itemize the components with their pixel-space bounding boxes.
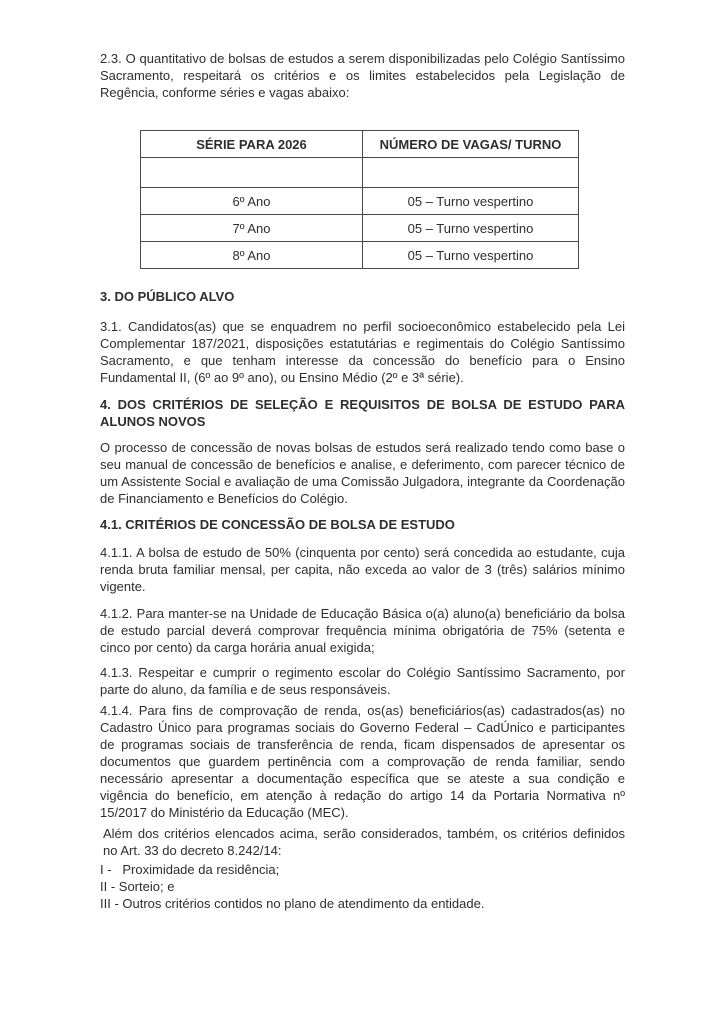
table-header-vagas: NÚMERO DE VAGAS/ TURNO (363, 131, 579, 158)
table-row (141, 158, 579, 188)
paragraph-criterios-extra: Além dos critérios elencados acima, serão considerados, também, os critérios definidos no Art. 33 do decreto 8.242/14: (103, 826, 625, 858)
paragraph-2-3: 2.3. O quantitativo de bolsas de estudos a serem disponibilizadas pelo Colégio Santíssimo Sacramento, respeitará os critérios e os limites estabelecidos pela Legislação de Regência, conforme séries e vagas abaixo: (100, 51, 625, 100)
table-header-row (141, 131, 579, 158)
paragraph-3-1: 3.1. Candidatos(as) que se enquadrem no perfil socioeconômico estabelecido pela Lei Complementar 187/2021, disposições estatutárias e regimentais do Colégio Santíssimo Sacramento, e que tenham interesse da concessão do benefício para o Ensino Fundamental II, (6º ao 9º ano), ou Ensino Médio (2º e 3ª série). (100, 319, 625, 385)
paragraph-4-intro: O processo de concessão de novas bolsas de estudos será realizado tendo como base o seu manual de concessão de benefícios e analise, e deferimento, com parecer técnico de um Assistente Social e avaliação de uma Comissão Julgadora, integrante da Coordenação de Financiamento e Benefícios do Colégio. (100, 440, 625, 506)
table-cell (363, 158, 579, 188)
table-cell-vagas: 05 – Turno vespertino (363, 242, 579, 269)
table-cell-vagas: 05 – Turno vespertino (363, 215, 579, 242)
table-row (141, 215, 579, 242)
table-header-serie: SÉRIE PARA 2026 (141, 131, 363, 158)
list-item-3: III - Outros critérios contidos no plano de atendimento da entidade. (100, 896, 485, 911)
paragraph-4-1-1: 4.1.1. A bolsa de estudo de 50% (cinquenta por cento) será concedida ao estudante, cuja renda bruta familiar mensal, per capita, não exceda ao valor de 3 (três) salários mínimo vigente. (100, 545, 625, 594)
section-heading-4-1: 4.1. CRITÉRIOS DE CONCESSÃO DE BOLSA DE ESTUDO (100, 517, 455, 532)
paragraph-4-1-2: 4.1.2. Para manter-se na Unidade de Educação Básica o(a) aluno(a) beneficiário da bolsa de estudo parcial deverá comprovar frequência mínima obrigatória de 75% (setenta e cinco por cento) da carga horária anual exigida; (100, 606, 625, 655)
table-cell-serie: 7º Ano (141, 215, 363, 242)
list-item-2: II - Sorteio; e (100, 879, 175, 894)
table-row (141, 242, 579, 269)
table-row (141, 188, 579, 215)
table-cell-serie: 6º Ano (141, 188, 363, 215)
vagas-table (140, 130, 579, 269)
paragraph-4-1-3: 4.1.3. Respeitar e cumprir o regimento escolar do Colégio Santíssimo Sacramento, por parte do aluno, da família e de seus responsáveis. (100, 665, 625, 697)
table-cell-vagas: 05 – Turno vespertino (363, 188, 579, 215)
section-heading-3: 3. DO PÚBLICO ALVO (100, 289, 235, 304)
table-cell (141, 158, 363, 188)
paragraph-4-1-4: 4.1.4. Para fins de comprovação de renda, os(as) beneficiários(as) cadastrados(as) no Cadastro Único para programas sociais do Governo Federal – CadÚnico e participantes de programas sociais de transferência de renda, ficam dispensados de apresentar os documentos que guardem pertinência com a comprovação de renda familiar, sendo necessário apresentar a documentação específica que se ateste a sua condição e vigência do benefício, em atenção à redação do artigo 14 da Portaria Normativa nº 15/2017 do Ministério da Educação (MEC). (100, 703, 625, 820)
list-item-1: I - Proximidade da residência; (100, 862, 280, 877)
table-cell-serie: 8º Ano (141, 242, 363, 269)
criteria-list (100, 861, 625, 912)
section-heading-4: 4. DOS CRITÉRIOS DE SELEÇÃO E REQUISITOS DE BOLSA DE ESTUDO PARA ALUNOS NOVOS (100, 397, 625, 429)
